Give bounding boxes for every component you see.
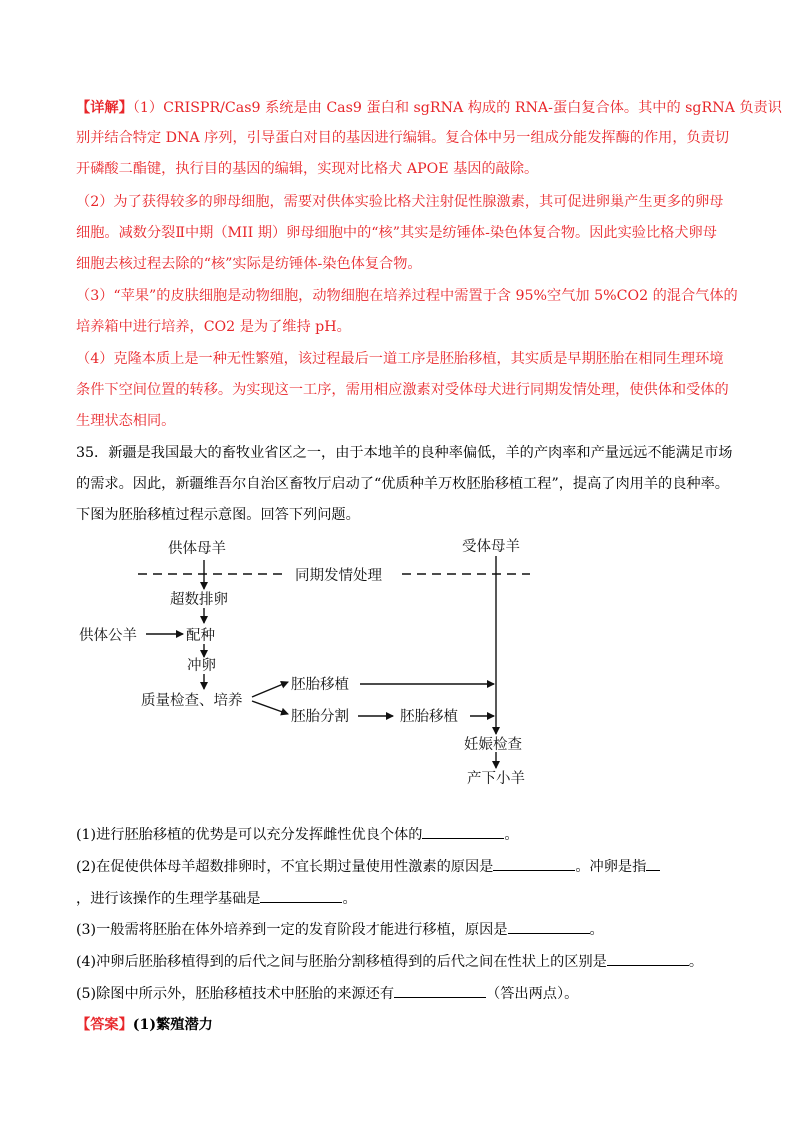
question-3: (3)一般需将胚胎在体外培养到一定的发育阶段才能进行移植，原因是 。 [76,919,726,940]
question-stem-1: 35．新疆是我国最大的畜牧业省区之一，由于本地羊的良种率偏低，羊的产肉率和产量远远不能满足市场 [76,445,733,461]
label-flushing: 冲卵 [187,658,216,674]
answer-blank-5[interactable] [394,983,486,998]
detail-line-2: 别并结合特定 DNA 序列，引导蛋白对目的基因进行编辑。复合体中另一组成分能发挥酶的作用，负责切 [76,130,730,146]
question-2b: ，进行该操作的生理学基础是 。 [76,888,726,909]
label-superovulation: 超数排卵 [170,592,228,608]
label-quality-check: 质量检查、培养 [141,693,243,709]
answer-blank-4[interactable] [607,951,689,966]
label-embryo-splitting: 胚胎分割 [291,709,349,725]
label-donor-female: 供体母羊 [168,541,226,557]
arrow-quality-to-transfer [252,682,288,697]
answer-line [76,1015,726,1035]
label-embryo-transfer-2: 胚胎移植 [400,709,458,725]
answer-blank-1[interactable] [422,824,504,839]
question-1: (1)进行胚胎移植的优势是可以充分发挥雌性优良个体的 。 [76,824,726,845]
detail-line-3: 开磷酸二酯键，执行目的基因的编辑，实现对比格犬 APOE 基因的敲除。 [76,161,539,177]
detail-line-7: （3）“苹果”的皮肤细胞是动物细胞，动物细胞在培养过程中需置于含 95%空气加 5%CO2 的混合气体的 [76,288,738,304]
question-stem-2: 的需求。因此，新疆维吾尔自治区畜牧厅启动了“优质种羊万枚胚胎移植工程”，提高了肉用羊的良种率。 [76,476,729,492]
question-5: (5)除图中所示外，胚胎移植技术中胚胎的来源还有 （答出两点）。 [76,983,726,1004]
label-birth: 产下小羊 [467,771,525,787]
detail-line-4: （2）为了获得较多的卵母细胞，需要对供体实验比格犬注射促性腺激素，其可促进卵巢产生更多的卵母 [76,194,724,210]
label-embryo-transfer-1: 胚胎移植 [291,677,349,693]
answer-blank-2b[interactable] [646,856,660,871]
answer-blank-2a[interactable] [493,856,575,871]
label-sync-estrus: 同期发情处理 [295,568,382,584]
detail-line-10: 条件下空间位置的转移。为实现这一工序，需用相应激素对受体母犬进行同期发情处理，使供体和受体的 [76,382,729,398]
answer-text: (1)繁殖潜力 [132,1017,213,1033]
embryo-transfer-diagram [0,530,800,800]
answer-blank-2c[interactable] [260,888,342,903]
detail-line-11: 生理状态相同。 [76,413,176,429]
detail-tag: 【详解】 [76,100,133,116]
answer-blank-3[interactable] [508,919,590,934]
detail-line-6: 细胞去核过程去除的“核”实际是纺锤体-染色体复合物。 [76,256,422,272]
detail-line-9: （4）克隆本质上是一种无性繁殖，该过程最后一道工序是胚胎移植，其实质是早期胚胎在相同生理环境 [76,351,724,367]
label-mating: 配种 [186,628,215,644]
question-2a: (2)在促使供体母羊超数排卵时，不宜长期过量使用性激素的原因是 。冲卵是指 [76,856,726,877]
question-stem-3: 下图为胚胎移植过程示意图。回答下列问题。 [76,507,360,523]
detail-line-5: 细胞。减数分裂Ⅱ中期（MII 期）卵母细胞中的“核”其实是纺锤体-染色体复合物。因此实验比格犬卵母 [76,225,717,241]
label-recipient-female: 受体母羊 [462,539,520,555]
detail-line-8: 培养箱中进行培养，CO2 是为了维持 pH。 [76,319,351,335]
label-pregnancy-check: 妊娠检查 [464,737,522,753]
arrow-quality-to-splitting [252,701,288,714]
detail-line-1: 【详解】（1）CRISPR/Cas9 系统是由 Cas9 蛋白和 sgRNA 构成的 RNA-蛋白复合体。其中的 sgRNA 负责识 [76,100,782,116]
question-4: (4)冲卵后胚胎移植得到的后代之间与胚胎分割移植得到的后代之间在性状上的区别是 。 [76,951,726,972]
answer-tag: 【答案】 [76,1017,133,1033]
label-donor-male: 供体公羊 [79,628,137,644]
